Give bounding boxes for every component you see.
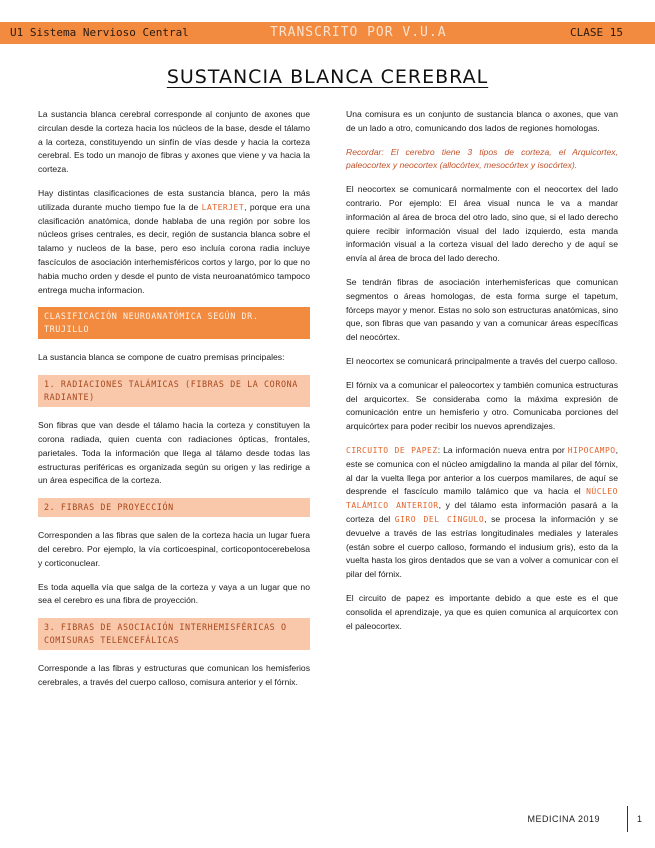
subsection-heading: 2. FIBRAS DE PROYECCIÓN <box>38 498 310 517</box>
highlight-term: LATERJET <box>201 202 245 212</box>
highlight-term: HIPOCAMPO <box>567 445 616 455</box>
paragraph: Corresponde a las fibras y estructuras que comunican los hemisferios cerebrales, a través del cuerpo calloso, comisura anterior y el fórnix. <box>38 663 310 687</box>
paragraph: La sustancia blanca cerebral corresponde al conjunto de axones que circulan desde la corteza hacia los núcleos de la base, desde el tálamo a la corteza, constituyendo un sinfín de vías desde y hacia la corteza cerebral. Es todo un manojo de fibras y axones que viene y va hacia la corteza. <box>38 109 310 175</box>
header-transcriber: TRANSCRITO POR V.U.A <box>270 25 447 40</box>
paragraph: La sustancia blanca se compone de cuatro premisas principales: <box>38 352 285 363</box>
text-run: , porque era una clasificación anatómica, donde hablaba de una región por sobre los núcleos grises centrales, es decir, región de sustancia blanca sobre el talamo y nucleos de la base, pero eso incluía corona radia incluye fascículos de asociación interhemisféricos cortos y largo, por lo que no habia mucho orden y desde el punto de vista neuroanatómico tampoco entrega mucha informacion. <box>38 201 310 295</box>
subsection-heading: 1. RADIACIONES TALÁMICAS (FIBRAS DE LA CORONA RADIANTE) <box>38 375 310 407</box>
paragraph: El fórnix va a comunicar el paleocortex y también comunica estructuras del arquicortex. Se consideraba como la máxima expresión de comunicación entre un hemisferio y otro. Comunicaba porciones del arquicórtex para poder recibir los nuevos aprendizajes. <box>346 379 618 432</box>
highlight-term: GIRO DEL CÍNGULO <box>394 514 485 524</box>
text-run: Hay distintas clasificaciones de esta sustancia blanca, pero la más utilizada durante mucho tiempo fue la de <box>38 187 310 212</box>
highlight-term: CIRCUITO DE PAPEZ <box>346 445 438 455</box>
paragraph: El neocortex se comunicará principalmente a través del cuerpo calloso. <box>346 355 618 366</box>
page-title: SUSTANCIA BLANCA CEREBRAL <box>166 66 489 88</box>
subsection-heading: 3. FIBRAS DE ASOCIACIÓN INTERHEMISFÉRICAS O COMISURAS TELENCEFÁLICAS <box>38 618 310 650</box>
header-unit: U1 Sistema Nervioso Central <box>10 26 189 39</box>
text-run: , este se comunica con el núcleo amigdalino la manda al pilar del fórnix, al dar la vuelta llega por anterior a los cuerpos mamilares, de aquí se desprende el fascículo mamilo talámico que va hacia el <box>346 444 618 497</box>
paragraph <box>346 444 618 582</box>
paragraph: Es toda aquella vía que salga de la corteza y vaya a un lugar que no sea el cerebro es una fibra de proyección. <box>38 581 310 606</box>
reminder-note: Recordar: El cerebro tiene 3 tipos de corteza, el Arquicortex, paleocortex y neocortex (allocórtex, mesocórtex y isocórtex). <box>346 146 618 171</box>
paragraph: Se tendrán fibras de asociación interhemisfericas que comunican segmentos o áreas homologas, de esta forma surge el tapetum, fórceps mayor y menor. Estas no solo son estructuras anatómicas, sino que, son fibras que van pasando y van a comunicar áreas específicas del neocórtex. <box>346 276 618 343</box>
paragraph: El circuito de papez es importante debido a que este es el que consolida el aprendizaje, ya que es quien comunica al arquicortex con el paleocortex. <box>346 592 618 631</box>
paragraph <box>38 187 310 297</box>
footer-divider <box>627 806 628 832</box>
highlight-term: NÚCLEO TALÁMICO ANTERIOR <box>346 487 618 511</box>
right-column <box>346 108 618 643</box>
text-run: , y del tálamo esta información pasará a la corteza del <box>346 500 618 524</box>
paragraph: Son fibras que van desde el tálamo hacia la corteza y constituyen la corona radiada, quien cuenta con radiaciones ópticas, frontales, parietales. Toda la información que llega al tálamo desde todas las estructuras periféricas es organizada según su origen y las redirige a un área especifica de la corteza. <box>38 420 310 486</box>
header-class: CLASE 15 <box>570 26 623 39</box>
paragraph: Una comisura es un conjunto de sustancia blanca o axones, que van de un lado a otro, comunicando dos lados de regiones homologas. <box>346 109 618 133</box>
section-heading: CLASIFICACIÓN NEUROANATÓMICA SEGÚN DR. TRUJILLO <box>38 307 310 339</box>
text-run: : La información nueva entra por <box>437 444 568 455</box>
footer-label: MEDICINA 2019 <box>527 814 600 824</box>
paragraph: Corresponden a las fibras que salen de la corteza hacia un lugar fuera del cerebro. Por ejemplo, la vía corticoespinal, corticopontocerebelosa y corticonuclear. <box>38 530 310 568</box>
paragraph: El neocortex se comunicará normalmente con el neocortex del lado contrario. Por ejemplo: El área visual nunca le va a mandar información al área de broca del otro lado, sino que, si el lado derecho quiere recibir información visual del lado izquierdo, esta manda información visual a la corteza visual del lado derecho y de aquí se envía al área de broca del lado derecho. <box>346 184 618 264</box>
header-bar <box>0 22 655 44</box>
page-number: 1 <box>637 814 643 824</box>
text-run: , se procesa la información y se devuelve a través de las estrías longitudinales mediales y laterales (están sobre el cuerpo calloso, formando el indusium gris), esto da la vuelta hasta los giros dentados que se van a volver a comunicar con el pilar del fórnix. <box>346 513 618 580</box>
left-column <box>38 108 310 700</box>
